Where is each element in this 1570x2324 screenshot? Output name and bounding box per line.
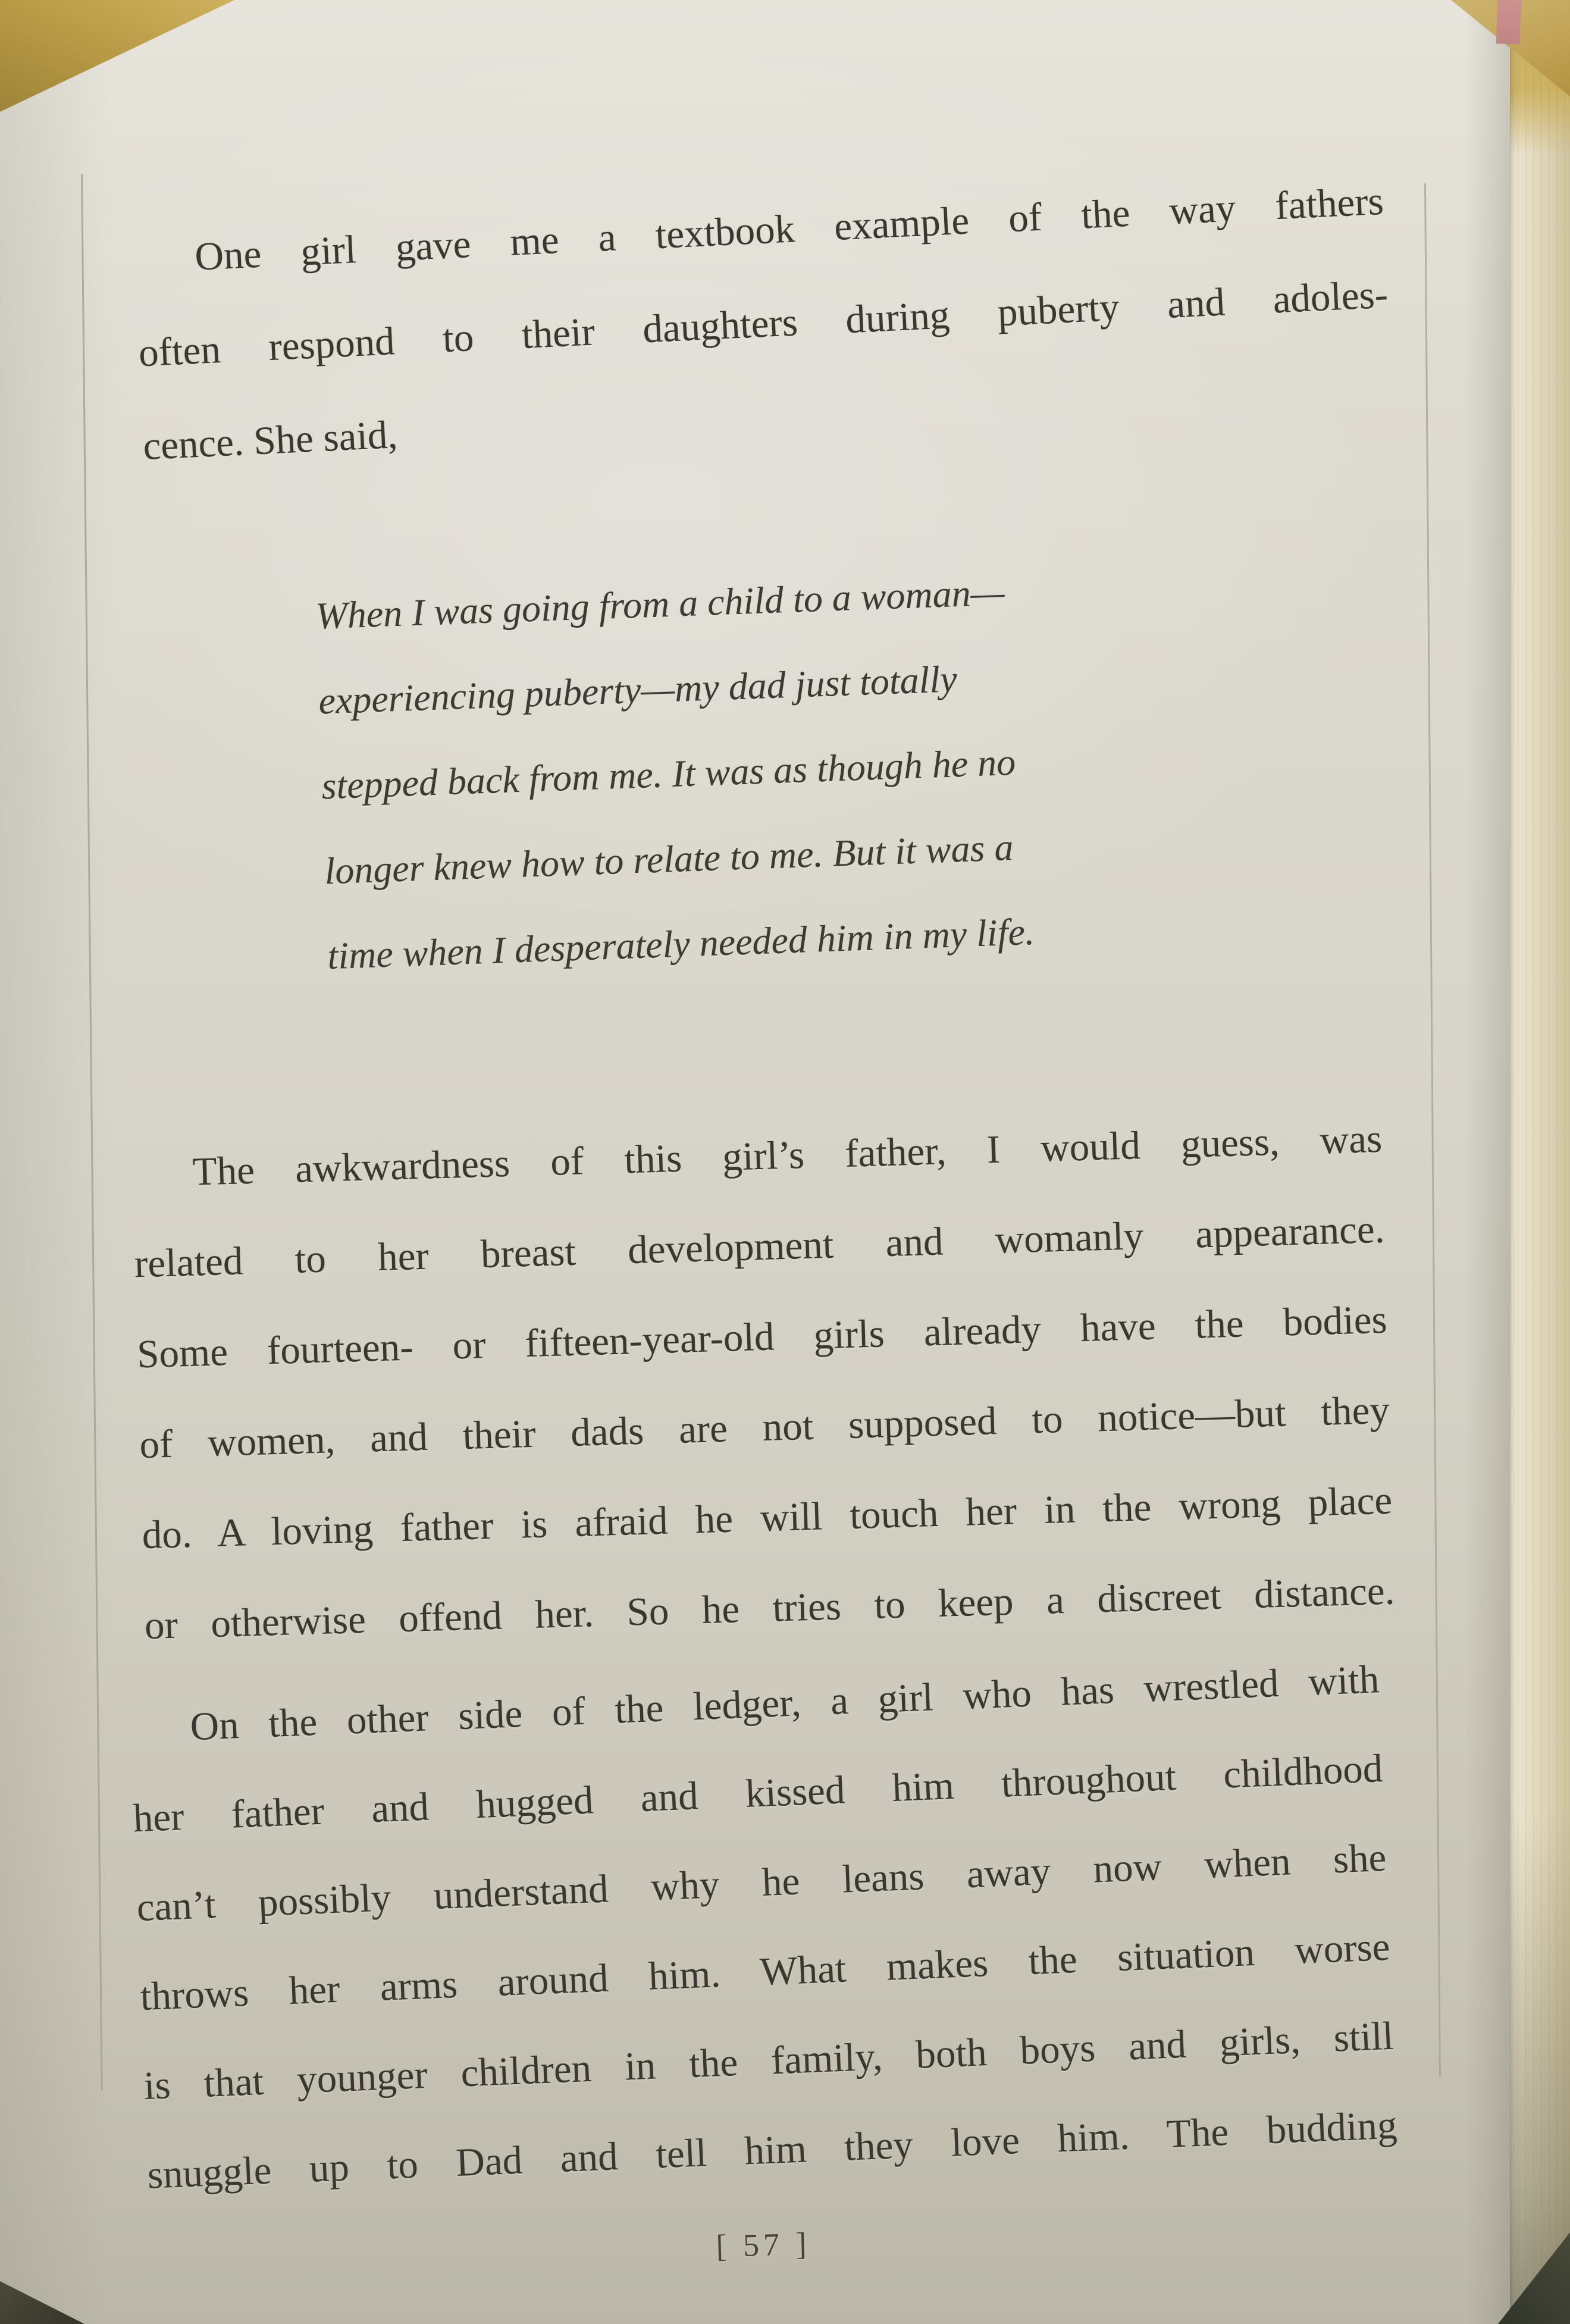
- page-text-block: [132, 0, 1398, 2324]
- page-number: [ 57 ]: [715, 2225, 811, 2265]
- right-margin-rule: [1424, 183, 1441, 2076]
- text-line: snuggle up to Dad and tell him they love him. The budding: [146, 2103, 1398, 2197]
- bookmark-sliver: [1496, 0, 1522, 45]
- text-line: do. A loving father is afraid he will touch her in the wrong place: [141, 1478, 1393, 1558]
- text-line: often respond to their daughters during puberty and adoles-: [137, 272, 1389, 375]
- text-line: can’t possibly understand why he leans away now when she: [136, 1835, 1387, 1930]
- text-line: The awkwardness of this girl’s father, I would guess, was: [192, 1116, 1383, 1194]
- page-fold-shadow: [1465, 0, 1510, 2324]
- text-line: On the other side of the ledger, a girl who has wrestled with: [189, 1657, 1380, 1749]
- text-line: Some fourteen- or fifteen-year-old girls already have the bodies: [136, 1297, 1388, 1377]
- quote-line: When I was going from a child to a woman—: [315, 571, 1005, 637]
- paragraph-awkwardness: [131, 1094, 1396, 1671]
- shadow-corner-bottom-left: [0, 2281, 84, 2324]
- left-margin-rule: [81, 174, 103, 2091]
- text-line: her father and hugged and kissed him throughout childhood: [132, 1746, 1384, 1841]
- quote-line: longer knew how to relate to me. But it was a: [324, 826, 1014, 892]
- paragraph-other-side: [128, 1634, 1399, 2220]
- quote-line: experiencing puberty—my dad just totally: [318, 657, 958, 722]
- text-line: related to her breast development and womanly appearance.: [134, 1207, 1386, 1286]
- quote-line: time when I desperately needed him in my life.: [327, 910, 1035, 978]
- paragraph-intro: [132, 155, 1394, 493]
- book-fore-edge-pages: [1510, 0, 1570, 2324]
- text-line: of women, and their dads are not supposed to notice—but they: [139, 1387, 1390, 1467]
- text-line: cence. She said,: [142, 412, 399, 469]
- text-line: or otherwise offend her. So he tries to keep a discreet distance.: [143, 1568, 1396, 1648]
- text-line: throws her arms around him. What makes the situation worse: [139, 1924, 1391, 2019]
- pull-quote: [314, 541, 1268, 999]
- quote-line: stepped back from me. It was as though he no: [321, 740, 1017, 807]
- text-line: One girl gave me a textbook example of the way fathers: [193, 178, 1385, 279]
- text-line: is that younger children in the family, both boys and girls, still: [143, 2013, 1394, 2108]
